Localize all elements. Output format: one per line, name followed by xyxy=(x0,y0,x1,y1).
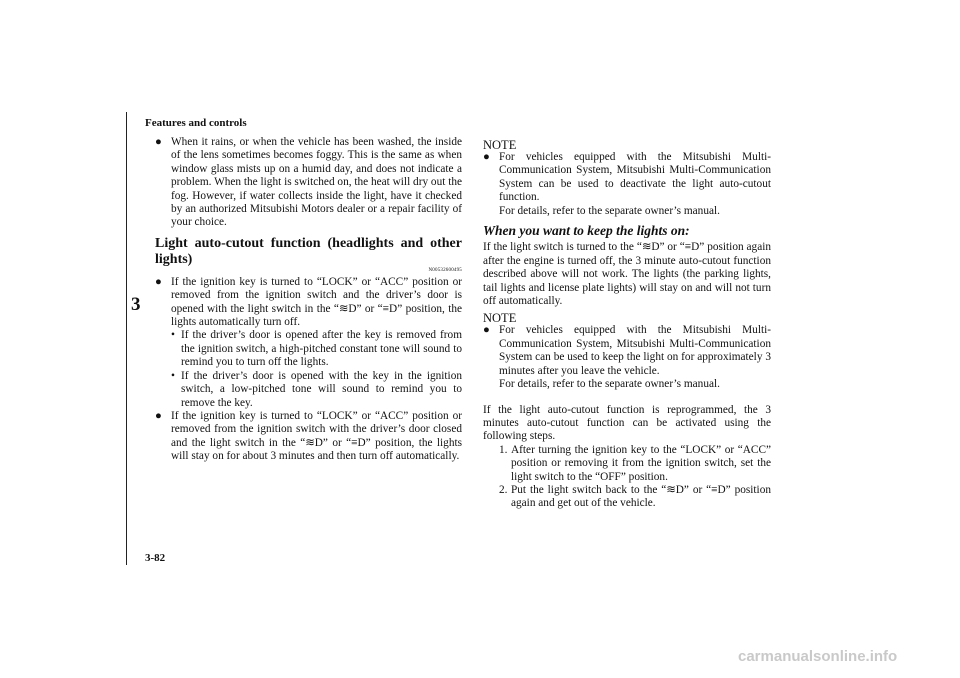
sub-bullet-icon: • xyxy=(171,329,175,342)
bullet-dot-icon: ● xyxy=(155,275,162,288)
section-code: N00532600495 xyxy=(428,267,462,273)
watermark: carmanualsonline.info xyxy=(738,648,898,665)
sub-text-high-tone: If the driver’s door is opened after the key is removed from the ignition switch, a high-pitched constant tone will sound to remind you to turn off the lights. xyxy=(181,329,462,369)
bullet-dot-icon: ● xyxy=(155,409,162,422)
step-number: 1. xyxy=(499,443,508,456)
paragraph-reprogrammed: If the light auto-cutout function is reprogrammed, the 3 minutes auto-cutout function can be activated using the following steps. xyxy=(483,403,771,443)
note-detail: For details, refer to the separate owner’s manual. xyxy=(499,378,720,391)
right-column xyxy=(483,139,771,511)
step-item xyxy=(483,444,771,484)
note-text-keep-on: For vehicles equipped with the Mitsubishi Multi-Communication System, Mitsubishi Multi-Communication System can be used to keep the light on for approximately 3 minutes after you leave the vehicle. xyxy=(499,324,771,377)
sub-item xyxy=(171,329,462,369)
left-column xyxy=(155,136,462,464)
sub-list xyxy=(171,329,462,409)
step-text: After turning the ignition key to the “LOCK” or “ACC” position or removing it from the ignition switch, set the light switch to the “OFF” position. xyxy=(511,443,771,483)
subheading-keep-lights-on: When you want to keep the lights on: xyxy=(483,223,690,239)
bullet-dot-icon: ● xyxy=(483,324,490,337)
note-block xyxy=(483,312,771,391)
page-number: 3-82 xyxy=(145,552,166,564)
note-item xyxy=(483,324,771,391)
paragraph-keep-on: If the light switch is turned to the “≋D” or “≡D” position again after the engine is turned off, the 3 minute auto-cutout function described above will not work. The lights (the parking lights, tail lights and license plate lights) will stay on and will not turn off automatically. xyxy=(483,241,771,308)
bullet-dot-icon: ● xyxy=(155,136,162,148)
bullet-dot-icon: ● xyxy=(483,151,490,163)
bullet-text-door-closed: If the ignition key is turned to “LOCK” or “ACC” position or removed from the ignition switch with the driver’s door closed and the light switch in the “≋D” or “≡D” position, the lights will stay on for about 3 minutes and then turn off automatically. xyxy=(171,409,462,463)
note-block xyxy=(483,139,771,218)
sub-bullet-icon: • xyxy=(171,369,175,382)
step-item xyxy=(483,484,771,511)
bullet-text-key-removed: If the ignition key is turned to “LOCK” or “ACC” position or removed from the ignition switch and the driver’s door is opened with the light switch in the “≋D” or “≡D” position, the lights automatically turn off. xyxy=(171,275,462,329)
note-text-deactivate: For vehicles equipped with the Mitsubishi Multi-Communication System, Mitsubishi Multi-Communication System can be used to deactivate the light auto-cutout function. xyxy=(499,151,771,204)
chapter-tab-number: 3 xyxy=(131,294,141,315)
bullet-item xyxy=(155,136,462,230)
note-detail: For details, refer to the separate owner’s manual. xyxy=(499,204,720,217)
chapter-divider-line xyxy=(126,112,127,565)
section-heading-auto-cutout: Light auto-cutout function (headlights and other lights) xyxy=(155,235,462,267)
note-item xyxy=(483,151,771,218)
note-label: NOTE xyxy=(483,311,517,326)
bullet-item xyxy=(155,410,462,464)
bullet-item xyxy=(155,276,462,410)
sub-item xyxy=(171,370,462,410)
step-list xyxy=(483,444,771,511)
note-label: NOTE xyxy=(483,138,517,152)
sub-text-low-tone: If the driver’s door is opened with the key in the ignition switch, a low-pitched tone will sound to remind you to remove the key. xyxy=(181,369,462,409)
running-header: Features and controls xyxy=(145,117,247,129)
step-text: Put the light switch back to the “≋D” or “≡D” position again and get out of the vehicle. xyxy=(511,483,771,510)
step-number: 2. xyxy=(499,483,508,496)
bullet-text-fog: When it rains, or when the vehicle has been washed, the inside of the lens sometimes becomes foggy. This is the same as when window glass mists up on a humid day, and does not indicate a problem. When the light is switched on, the heat will dry out the fog. However, if water collects inside the light, have it checked by an authorized Mitsubishi Motors dealer or a repair facility of your choice. xyxy=(171,136,462,229)
